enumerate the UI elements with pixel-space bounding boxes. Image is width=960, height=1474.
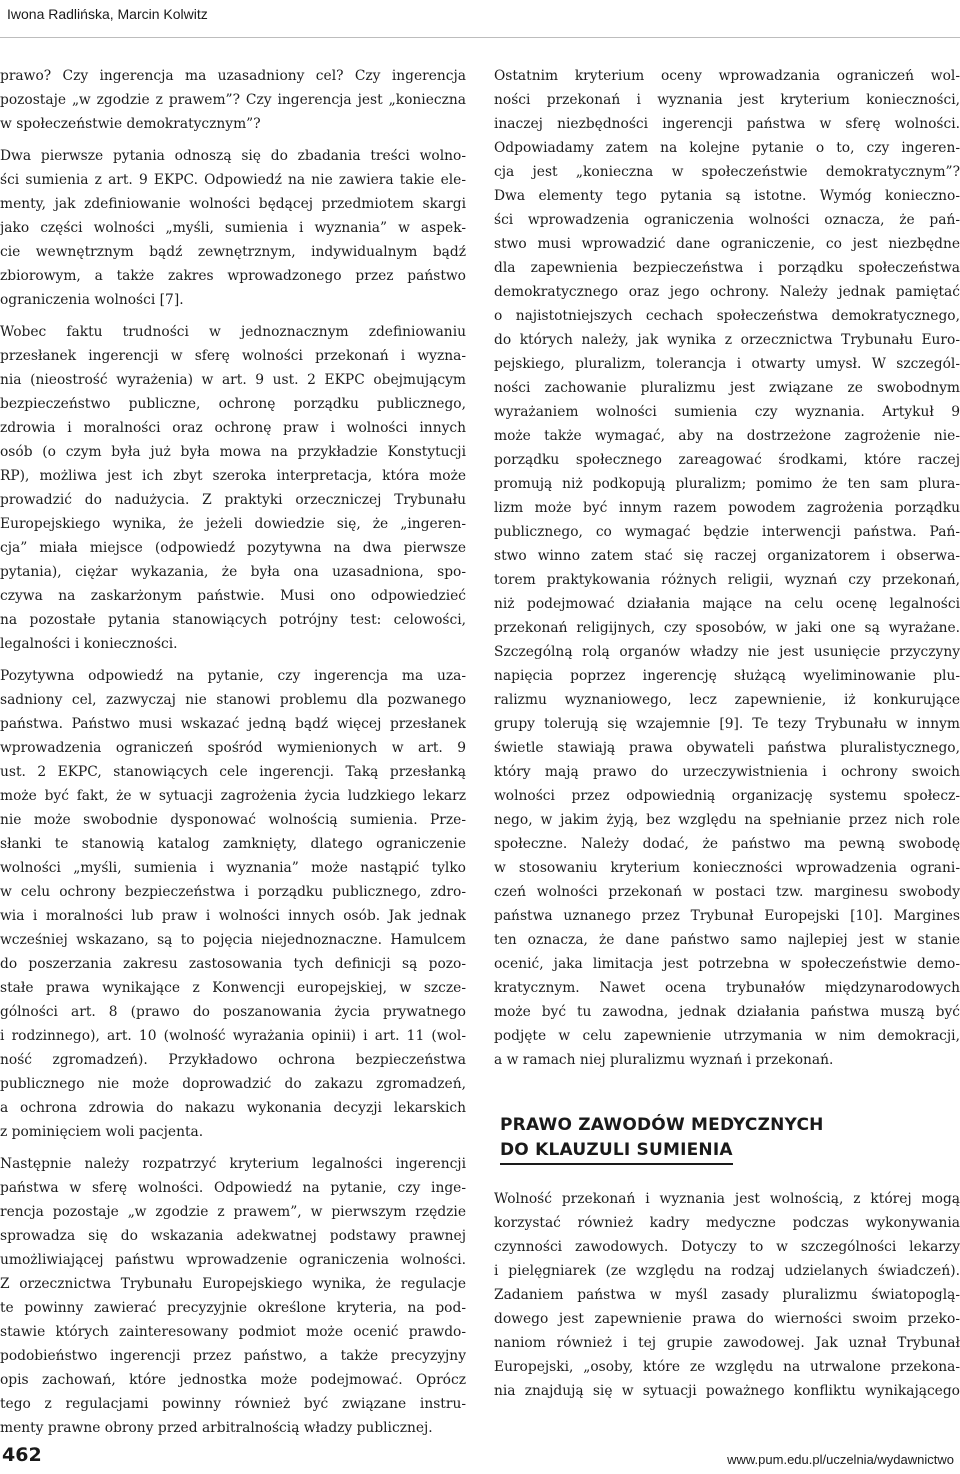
text-line: cie wewnętrznym bądź zewnętrznym, indywidualnym bądź xyxy=(0,244,466,260)
text-line: Zadaniem państwa w myśl zasady pluralizmu światopoglą- xyxy=(494,1287,960,1303)
text-line: kratycznym. Nawet ocena trybunałów międzynarodowych xyxy=(494,980,960,996)
text-line: korzystać również kadry medyczne podczas wykonywania xyxy=(494,1215,960,1231)
text-line: ocenić, jaka limitacja jest potrzebna w społeczeństwie demo- xyxy=(494,956,960,972)
text-line: promują niż podkopują pluralizm; pomimo że ten sam plura- xyxy=(494,476,960,492)
header-authors: Iwona Radlińska, Marcin Kolwitz xyxy=(7,6,208,22)
text-line: zdrowia i moralności oraz ochronę praw i wolności innych xyxy=(0,420,466,436)
footer-url[interactable]: www.pum.edu.pl/uczelnia/wydawnictwo xyxy=(727,1452,954,1467)
text-line: może być fakt, że w sytuacji zagrożenia życia ludzkiego lekarz xyxy=(0,788,466,804)
text-line: ności zachowanie pluralizmu jest związane ze swobodnym xyxy=(494,380,960,396)
text-line: Wobec faktu trudności w jednoznacznym zdefiniowaniu xyxy=(0,324,466,340)
text-line: państwa uznanego przez Trybunał Europejski [10]. Margines xyxy=(494,908,960,924)
text-line: słanki te stanowią katalog zamknięty, dlatego ograniczenie xyxy=(0,836,466,852)
text-line: w społeczeństwie demokratycznym”? xyxy=(0,116,261,132)
text-line: przekonań religijnych, czy sposobów, w jaki one są wyrażane. xyxy=(494,620,960,636)
text-line: menty, jak zdefiniowanie wolności będącej przedmiotem skargi xyxy=(0,196,466,212)
text-line: osób (o czym była już była mowa na przykładzie Konstytucji xyxy=(0,444,466,460)
text-line: do poszerzania zakresu zastosowania tych definicji są pozo- xyxy=(0,956,466,972)
text-line: czeń wolności przekonań w postaci tzw. marginesu swobody xyxy=(494,884,960,900)
text-line: do których należy, jak wynika z orzecznictwa Trybunału Euro- xyxy=(494,332,960,348)
paragraph-gap xyxy=(0,1144,466,1152)
text-line: podjęte w celu zapewnienie utrzymania w nim demokracji, xyxy=(494,1028,960,1044)
text-line: ograniczenia wolności [7]. xyxy=(0,292,184,308)
text-line: o najistotniejszych cechach społeczeństwa demokratycznego, xyxy=(494,308,960,324)
right-text-column-continued xyxy=(494,1187,960,1403)
text-line: nia znajdują się w sytuacji poważnego konfliktu wynikającego xyxy=(494,1383,960,1399)
text-line: stałe prawa wynikające z Konwencji europejskiej, w szcze- xyxy=(0,980,466,996)
text-line: Z orzecznictwa Trybunału Europejskiego wynika, że regulacje xyxy=(0,1276,466,1292)
text-line: Odpowiadamy zatem na kolejne pytanie o to, czy ingeren- xyxy=(494,140,960,156)
text-line: ust. 2 EKPC, stanowiących cele ingerencji. Taką przesłanką xyxy=(0,764,466,780)
paragraph-gap xyxy=(0,136,466,144)
text-line: menty prawne obrony przed arbitralnością władzy publicznej. xyxy=(0,1420,433,1436)
left-text-column xyxy=(0,64,466,1440)
text-line: sprowadza się do wskazania adekwatnej podstawy prawnej xyxy=(0,1228,466,1244)
text-line: publicznego nie może doprowadzić do zakazu zgromadzeń, xyxy=(0,1076,466,1092)
section-heading-line-2: DO KLAUZULI SUMIENIA xyxy=(500,1138,733,1165)
text-line: państwa. Państwo musi wskazać jedną bądź więcej przesłanek xyxy=(0,716,466,732)
section-heading xyxy=(500,1113,824,1165)
text-line: jako części wolności „myśli, sumienia i wyznania” w aspek- xyxy=(0,220,466,236)
text-line: lizm może być innym razem powodem zagrożenia porządku xyxy=(494,500,960,516)
page-number: 462 xyxy=(2,1444,42,1466)
text-line: cja” miała miejsce (odpowiedź pozytywna na dwa pierwsze xyxy=(0,540,466,556)
text-line: ści sumienia z art. 9 EKPC. Odpowiedź na nie zawiera takie ele- xyxy=(0,172,466,188)
text-line: w celu ochrony bezpieczeństwa i porządku publicznego, zdro- xyxy=(0,884,466,900)
text-line: rencja pozostaje „w zgodzie z prawem”, w pierwszym rzędzie xyxy=(0,1204,466,1220)
text-line: w stosowaniu kryterium konieczności wprowadzenia ograni- xyxy=(494,860,960,876)
text-line: legalności i konieczności. xyxy=(0,636,178,652)
text-line: Europejski, „osoby, które ze względu na utrwalone przekona- xyxy=(494,1359,960,1375)
text-line: prowadzić do nadużycia. Z praktyki orzeczniczej Trybunału xyxy=(0,492,466,508)
text-line: RP), możliwa jest ich zbyt szeroka interpretacja, która może xyxy=(0,468,466,484)
text-line: tego z regulacjami powinny również być związane instru- xyxy=(0,1396,466,1412)
text-line: zbiorowym, a także zakres wprowadzonego przez państwo xyxy=(0,268,466,284)
text-line: ten oznacza, że dane państwo samo najlepiej jest w stanie xyxy=(494,932,960,948)
text-line: niż podejmować działania mające na celu ocenę legalności xyxy=(494,596,960,612)
running-head xyxy=(0,0,960,38)
text-line: publicznego, co wymagać będzie interwencji państwa. Pań- xyxy=(494,524,960,540)
text-line: grupy tolerują się wzajemnie [9]. Te tezy Trybunału w innym xyxy=(494,716,960,732)
text-line: inaczej niezbędności ingerencji państwa w sferę wolności. xyxy=(494,116,960,132)
text-line: stwo musi wprowadzić dane ograniczenie, co jest niezbędne xyxy=(494,236,960,252)
text-line: Wolność przekonań i wyznania jest wolnością, z której mogą xyxy=(494,1191,960,1207)
text-line: na pozostałe pytania stanowiących potrójny test: celowości, xyxy=(0,612,466,628)
text-line: opis zachowań, które jednostka może podejmować. Oprócz xyxy=(0,1372,466,1388)
text-line: stwo winno zatem stać się raczej organizatorem i obserwa- xyxy=(494,548,960,564)
text-line: może być tu zawodna, jednak działania państwa muszą być xyxy=(494,1004,960,1020)
text-line: cja jest „konieczna w społeczeństwie demokratycznym”? xyxy=(494,164,960,180)
text-line: a ochrona zdrowia do nakazu wykonania decyzji lekarskich xyxy=(0,1100,466,1116)
text-line: dla zapewnienia bezpieczeństwa i porządku społeczeństwa xyxy=(494,260,960,276)
text-line: podobieństwo ingerencji przez państwo, a także precyzyjny xyxy=(0,1348,466,1364)
text-line: wia i moralności lub praw i wolności innych osób. Jak jednak xyxy=(0,908,466,924)
text-line: ność zgromadzeń). Przykładowo ochrona bezpieczeństwa xyxy=(0,1052,466,1068)
text-line: społeczne. Należy dodać, że państwo ma pewną swobodę xyxy=(494,836,960,852)
right-text-column xyxy=(494,64,960,1072)
text-line: porządku społecznego zareagować środkami, które raczej xyxy=(494,452,960,468)
text-line: pejskiego, pluralizm, tolerancja i otwarty umysł. W szczegól- xyxy=(494,356,960,372)
text-line: może także wymagać, aby na dostrzeżone zagrożenie nie- xyxy=(494,428,960,444)
text-line: czywa na zaskarżonym państwie. Musi ono odpowiedzieć xyxy=(0,588,466,604)
text-line: naniom również i tej grupie zawodowej. Jak uznał Trybunał xyxy=(494,1335,960,1351)
text-line: ności przekonań i wyznania jest kryterium konieczności, xyxy=(494,92,960,108)
text-line: i rodzinnego), art. 10 (wolność wyrażania opinii) i art. 11 (wol- xyxy=(0,1028,466,1044)
text-line: Europejskiego wynika, że jeżeli dowiedzie się, że „ingeren- xyxy=(0,516,466,532)
text-line: świetle stawiają prawa obywateli państwa pluralistycznego, xyxy=(494,740,960,756)
text-line: i pielęgniarek (ze względu na rodzaj udzielanych świadczeń). xyxy=(494,1263,960,1279)
text-line: bezpieczeństwo publiczne, ochronę porządku publicznego, xyxy=(0,396,466,412)
text-line: przesłanek ingerencji w sferę wolności przekonań i wyzna- xyxy=(0,348,466,364)
text-line: umożliwiającej państwu wprowadzenie ograniczenia wolności. xyxy=(0,1252,466,1268)
text-line: wolności przez odpowiednią organizację systemu społecz- xyxy=(494,788,960,804)
text-line: Dwa elementy tego pytania są istotne. Wymóg konieczno- xyxy=(494,188,960,204)
text-line: państwa w sferę wolności. Odpowiedź na pytanie, czy inge- xyxy=(0,1180,466,1196)
text-line: który mają prawo do urzeczywistnienia i ochrony swoich xyxy=(494,764,960,780)
text-line: Następnie należy rozpatrzyć kryterium legalności ingerencji xyxy=(0,1156,466,1172)
text-line: sadniony cel, zazwyczaj nie stanowi problemu dla pozwanego xyxy=(0,692,466,708)
text-line: Ostatnim kryterium oceny wprowadzania ograniczeń wol- xyxy=(494,68,960,84)
text-line: a w ramach niej pluralizmu wyznań i przekonań. xyxy=(494,1052,834,1068)
paragraph-gap xyxy=(0,656,466,664)
text-line: czynności zawodowych. Dotyczy to w szczególności lekarzy xyxy=(494,1239,960,1255)
text-line: pozostaje „w zgodzie z prawem”? Czy ingerencja jest „konieczna xyxy=(0,92,466,108)
text-line: torem praktykowania różnych religii, wyznań czy przekonań, xyxy=(494,572,960,588)
text-line: wyrażaniem wolności sumienia czy wyznania. Artykuł 9 xyxy=(494,404,960,420)
text-line: z pominięciem woli pacjenta. xyxy=(0,1124,204,1140)
text-line: wcześniej wskazano, są to pojęcia niejednoznaczne. Hamulcem xyxy=(0,932,466,948)
text-line: wprowadzenia ograniczeń spośród wymienionych w art. 9 xyxy=(0,740,466,756)
text-line: nie może swobodnie dysponować wolnością sumienia. Prze- xyxy=(0,812,466,828)
text-line: prawo? Czy ingerencja ma uzasadniony cel? Czy ingerencja xyxy=(0,68,466,84)
text-line: ralizmu wyznaniowego, lecz zapewnienie, iż konkurujące xyxy=(494,692,960,708)
text-line: nia (nieostrość wyrażenia) w art. 9 ust. 2 EKPC obejmującym xyxy=(0,372,466,388)
text-line: demokratycznego oraz jego ochrony. Należy jednak pamiętać xyxy=(494,284,960,300)
text-line: dowego jest zapewnienie prawa do wierności swoim przeko- xyxy=(494,1311,960,1327)
text-line: stawie których zainteresowany podmiot może ocenić prawdo- xyxy=(0,1324,466,1340)
paragraph-gap xyxy=(0,312,466,320)
text-line: gólności art. 8 (prawo do poszanowania życia prywatnego xyxy=(0,1004,466,1020)
text-line: nego, w jakim żyją, bez względu na spełnianie przez nich role xyxy=(494,812,960,828)
text-line: Pozytywna odpowiedź na pytanie, czy ingerencja ma uza- xyxy=(0,668,466,684)
text-line: ści wprowadzenia ograniczenia wolności oznacza, że pań- xyxy=(494,212,960,228)
text-line: Dwa pierwsze pytania odnoszą się do zbadania treści wolno- xyxy=(0,148,466,164)
text-line: Szczególną rolą organów władzy nie jest usunięcie przyczyny xyxy=(494,644,960,660)
text-line: wolności „myśli, sumienia i wyznania” może nastąpić tylko xyxy=(0,860,466,876)
text-line: napięcia poprzez ingerencję służącą wyeliminowanie plu- xyxy=(494,668,960,684)
text-line: pytania), ciężar wykazania, że była ona uzasadniona, spo- xyxy=(0,564,466,580)
text-line: te powinny zawierać precyzyjnie określone kryteria, na pod- xyxy=(0,1300,466,1316)
section-heading-line-1: PRAWO ZAWODÓW MEDYCZNYCH xyxy=(500,1115,824,1135)
